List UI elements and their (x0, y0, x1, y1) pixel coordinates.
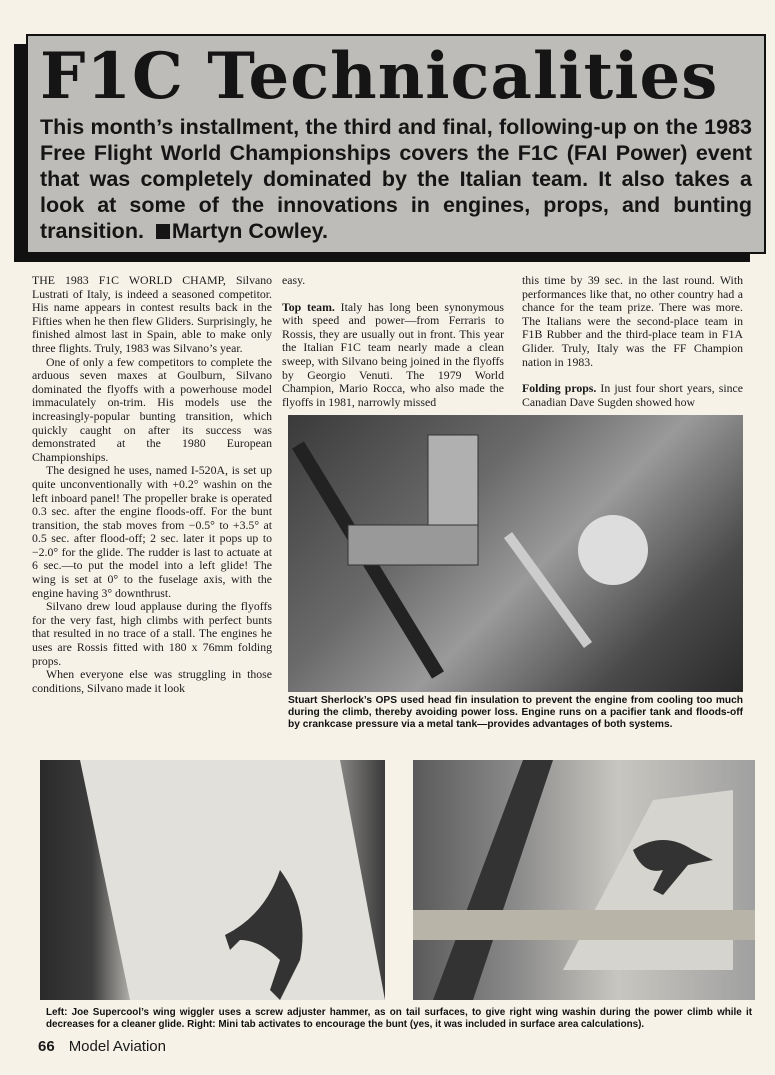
paragraph: When everyone else was struggling in those conditions, Silvano made it look (32, 667, 272, 695)
column-2 (282, 274, 504, 409)
engine-caption: Stuart Sherlock’s OPS used head fin insulation to prevent the engine from cooling too much during the climb, thereby avoiding power loss. Engine runs on a pacifier tank and floods-off by crankcase pressure via a metal tank—provides advantages of both systems. (288, 695, 743, 731)
column-3 (522, 274, 743, 409)
deck (40, 114, 752, 244)
byline: Martyn Cowley. (171, 219, 329, 243)
page-number: 66 (38, 1038, 55, 1055)
wing-wiggler-photo (40, 760, 385, 1000)
engine-photo (288, 415, 743, 692)
paragraph: The designed he uses, named I-520A, is set up quite unconventionally with +0.2° washin on the left inboard panel! The propeller brake is operated 0.3 sec. after the engine floods-off. For the bunt transition, the stab moves from −0.5° to +3.5° at 0.5 sec. after flood-off; 2 sec. later it pops up to −2.0° for the glide. The rudder is last to actuate at 6 sec.—to put the model into a left glide! The wing is set at 0° to the fuselage axis, with the engine having 3° downthrust. (32, 463, 272, 600)
paragraph: Silvano drew loud applause during the flyoffs for the very fast, high climbs with perfect bunts that resulted in no trace of a stall. The engines he uses are Rossis fitted with 180 x 76mm folding props. (32, 599, 272, 668)
paragraph-text: Italy has long been synonymous with speed and power—from Ferraris to Rossis, they are usually out in front. This year the Italian F1C team nearly made a clean sweep, with Silvano being joined in the flyoffs by Georgio Venuti. The 1979 World Champion, Mario Rocca, who also made the flyoffs in 1981, narrowly missed (282, 299, 504, 409)
paragraph: easy. (282, 273, 306, 287)
subhead-folding-props: Folding props. (522, 381, 597, 396)
engine-illustration (288, 415, 743, 692)
subhead-top-team: Top team. (282, 299, 335, 314)
mini-tab-photo (413, 760, 755, 1000)
bottom-caption: Left: Joe Supercool’s wing wiggler uses a screw adjuster hammer, as on tail surfaces, to give right wing washin during the power climb while it decreases for a cleaner glide. Right: Mini tab activates to encourage the bunt (yes, it was included in surface area calculations). (46, 1007, 752, 1031)
kangaroo-decal-illustration (40, 760, 385, 1000)
paragraph: this time by 39 sec. in the last round. With performances like that, no other country had a chance for the team prize. There was more. The Italians were the second-place team in F1B Rubber and the third-place team in F1A Glider. Truly, Italy was the FF Champion nation in 1983. (522, 273, 743, 369)
magazine-name: Model Aviation (68, 1038, 166, 1055)
paragraph (522, 382, 743, 409)
paragraph: One of only a few competitors to complete the arduous seven maxes at Goulburn, Silvano dominated the flyoffs with a powerhouse model immaculately on-trim. His models use the increasingly-popular bunting transition, which quickly caught on after its success was demonstrated at the 1980 European Championships. (32, 354, 272, 464)
page-title: F1C Technicalities (40, 39, 719, 114)
end-square-icon (156, 224, 170, 239)
paragraph-text: In just four short years, since Canadian Dave Sugden showed how (522, 381, 743, 409)
header-panel (26, 34, 766, 254)
column-1 (32, 274, 272, 695)
deck-text: This month’s installment, the third and final, following-up on the 1983 Free Flight World Championships covers the F1C (FAI Power) event that was completely dominated by the Italian team. It also takes a look at some of the innovations in engines, props, and bunting transition. (40, 115, 752, 243)
tail-illustration (413, 760, 755, 1000)
paragraph: THE 1983 F1C WORLD CHAMP, Silvano Lustrati of Italy, is indeed a seasoned competitor. His name appears in contest results back in the Fifties when he then flew Gliders. Surprisingly, he finished almost last in Spain, able to make only three flights. Truly, 1983 was Silvano’s year. (32, 273, 272, 355)
paragraph (282, 301, 504, 410)
page-footer (38, 1038, 166, 1055)
